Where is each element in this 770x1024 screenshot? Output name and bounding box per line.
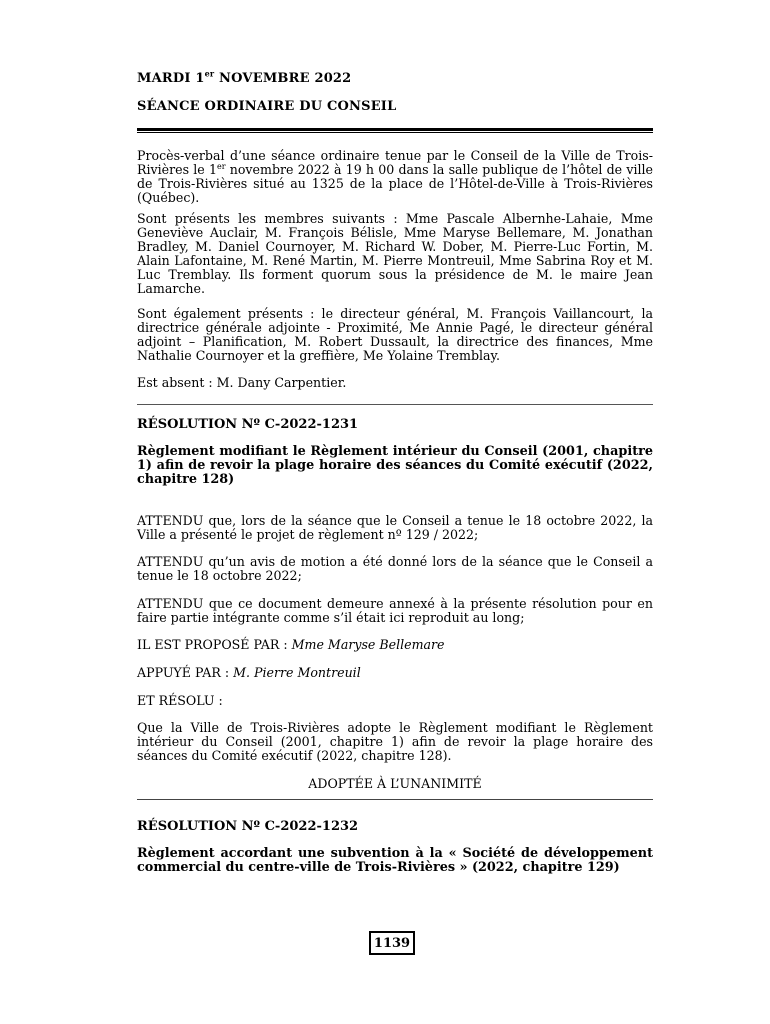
absent-paragraph: Est absent : M. Dany Carpentier.	[137, 375, 347, 390]
also-present-paragraph: Sont également présents : le directeur général, M. François Vaillancourt, la directrice générale adjointe - Proximité, Me Annie Pagé, le directeur général adjoint – Planification, M. Robert Dussault, la directrice des finances, Mme Nathalie Cournoyer et la greffière, Me Yolaine Tremblay.	[137, 306, 653, 363]
section-divider	[137, 799, 653, 800]
intro-paragraph: Procès-verbal d’une séance ordinaire tenue par le Conseil de la Ville de Trois-Rivières le 1er novembre 2022 à 19 h 00 dans la salle publique de l’hôtel de ville de Trois-Rivières situé au 1325 de la place de l’Hôtel-de-Ville à Trois-Rivières (Québec).	[137, 148, 653, 205]
resolution-decision: Que la Ville de Trois-Rivières adopte le Règlement modifiant le Règlement intérieur du Conseil (2001, chapitre 1) afin de revoir la plage horaire des séances du Comité exécutif (2022, chapitre 128).	[137, 720, 653, 763]
page-number: 1139	[369, 931, 415, 955]
section-divider	[137, 404, 653, 405]
attendu-clause: ATTENDU qu’un avis de motion a été donné lors de la séance que le Conseil a tenue le 18 octobre 2022;	[137, 554, 653, 583]
session-title: SÉANCE ORDINAIRE DU CONSEIL	[137, 99, 397, 114]
meeting-date: MARDI 1er NOVEMBRE 2022	[137, 68, 352, 86]
proposer-name: Mme Maryse Bellemare	[291, 637, 445, 652]
resolution-subject: Règlement modifiant le Règlement intérieur du Conseil (2001, chapitre 1) afin de revoir la plage horaire des séances du Comité exécutif (2022, chapitre 128)	[137, 444, 653, 487]
seconded-by: APPUYÉ PAR : M. Pierre Montreuil	[137, 665, 361, 680]
resolution-number: RÉSOLUTION Nº C-2022-1231	[137, 417, 359, 432]
proposed-by: IL EST PROPOSÉ PAR : Mme Maryse Bellemare	[137, 637, 445, 652]
header-divider	[137, 128, 653, 133]
resolution-number: RÉSOLUTION Nº C-2022-1232	[137, 819, 359, 834]
resolution-subject: Règlement accordant une subvention à la « Société de développement commercial du centre-ville de Trois-Rivières » (2022, chapitre 129)	[137, 846, 653, 875]
attendu-clause: ATTENDU que ce document demeure annexé à la présente résolution pour en faire partie intégrante comme s’il était ici reproduit au long;	[137, 596, 653, 625]
adoption-status: ADOPTÉE À L’UNANIMITÉ	[308, 776, 482, 791]
members-present-paragraph: Sont présents les membres suivants : Mme Pascale Albernhe-Lahaie, Mme Geneviève Auclair, M. François Bélisle, Mme Maryse Bellemare, M. Jonathan Bradley, M. Daniel Cournoyer, M. Richard W. Dober, M. Pierre-Luc Fortin, M. Alain Lafontaine, M. René Martin, M. Pierre Montreuil, Mme Sabrina Roy et M. Luc Tremblay. Ils forment quorum sous la présidence de M. le maire Jean Lamarche.	[137, 211, 653, 296]
seconder-name: M. Pierre Montreuil	[233, 665, 361, 680]
attendu-clause: ATTENDU que, lors de la séance que le Conseil a tenue le 18 octobre 2022, la Ville a présenté le projet de règlement nº 129 / 2022;	[137, 513, 653, 542]
resolved-label: ET RÉSOLU :	[137, 693, 223, 708]
